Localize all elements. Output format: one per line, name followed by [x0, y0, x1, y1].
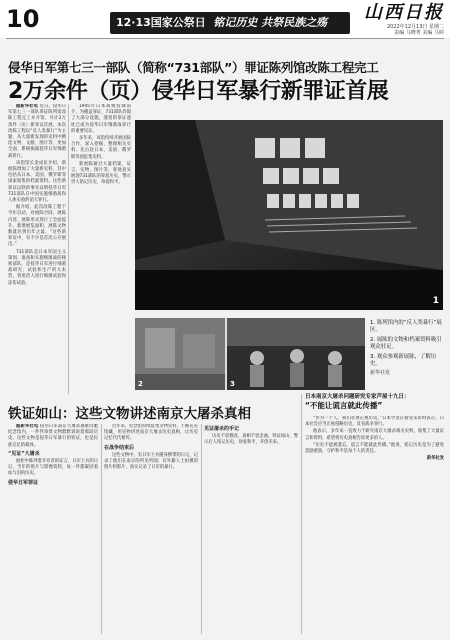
lead-paragraph: 该馆馆长金成民介绍，新展陈增加了大量新史料，其中包括从日本、美国、俄罗斯等国家收集的档案资料。这些新罪证以铁的事实证明侵华日军731部队在中国实施细菌战和人体实验的滔天罪行。 [8, 160, 66, 204]
story2-subhead: 见证屠杀的手记 [204, 426, 240, 432]
photo-strip-number: 3 [230, 380, 235, 388]
caption-item: 3. 观众参观新展陈，了解历史。 [370, 353, 437, 368]
lead-byline: 据新华社电 [16, 104, 39, 109]
lead-story-column-1 [8, 104, 66, 394]
story2-paragraph: 侵华日军南京大屠杀遇难同胞纪念馆内，一件件珍贵文物默默诉说着那段历史。这些文物是侵华日军暴行的铁证，也是民族记忆的载体。 [8, 424, 98, 448]
lead-paragraph: 多年来，该馆持续开展国际合作，深入挖掘、整理相关史料，先后赴日本、美国、俄罗斯等国征集史料。 [71, 136, 131, 160]
side-story-kicker: 日本南京大屠杀问题研究专家芦屋十九日： [305, 394, 410, 400]
page-number: 10 [6, 5, 40, 33]
photo-visitors [227, 318, 365, 390]
story2-byline: 据新华社电 [16, 424, 39, 429]
story2-headline: 铁证如山：这些文物讲述南京大屠杀真相 [8, 406, 251, 422]
story2-subhead: 在战争结束后 [104, 444, 135, 451]
column-divider [101, 424, 102, 634]
issue-date: 2022年12月13日 星期二 [386, 24, 444, 30]
story2-subhead: 侵华日军罪证 [8, 479, 39, 486]
story2-column-3 [204, 424, 298, 634]
side-story-credit: 新华社发 [426, 456, 444, 462]
story2-paragraph: 历史不容篡改，真相不容歪曲。铁证如山，警示后人铭记历史，珍爱和平，开创未来。 [204, 434, 298, 446]
banner-label: 12·13国家公祭日 [116, 16, 206, 29]
column-divider [201, 424, 202, 634]
story2-paragraph: 展柜中陈列着幸存者的证言、日军士兵的日记、当年的照片与影像资料，每一件都凝固着血与泪的历史。 [8, 459, 98, 477]
memorial-hall-photo [135, 120, 443, 310]
page-header [0, 0, 450, 38]
side-story-body [305, 416, 444, 634]
story2-column-2 [104, 424, 198, 634]
side-story-header [305, 394, 445, 411]
commemoration-banner [110, 12, 350, 34]
caption-item: 2. 展陈的文物和档案资料吸引观众驻足。 [370, 336, 442, 351]
photo-strip-number: 2 [138, 380, 143, 388]
side-story-paragraph: “历史不能被遗忘，谎言不能就此传播。”他说，铭记历史是为了避免悲剧重演，守护和平是每个人的责任。 [305, 442, 444, 455]
artifacts-image [135, 318, 225, 390]
lead-kicker: 侵华日军第七三一部队（简称“731部队”）罪证陈列馆改陈工程完工 [8, 60, 379, 75]
column-divider [68, 104, 69, 394]
photo-credit: 新华社发 [370, 370, 391, 377]
lead-paragraph: 731部队是日本军国主义策划、准备和实施细菌战的秘密部队，是侵华日军进行细菌战研究、试验和生产的大本营，曾用活人进行细菌试验和冻伤试验。 [8, 249, 66, 286]
side-story-paragraph: “作为一个人，我们必须正视历史。”日本学者在接受采访时表示，日本社会应当正视侵略历史，反省战争罪行。 [305, 416, 444, 428]
visitors-image [227, 318, 365, 390]
side-story-paragraph: 他表示，多年来一直致力于研究南京大屠杀相关史料，收集了大量证言和资料，希望将历史真相告诉更多的人。 [305, 429, 444, 441]
masthead-logo: 山西日报 [364, 2, 444, 23]
photo-artifacts [135, 318, 225, 390]
story2-paragraph: 这些文物中，有日军士兵随身携带的日记，记录了他们在南京的所见所闻；有外籍人士拍摄的照片和影片，真实记录了日军的暴行。 [104, 452, 198, 471]
lead-paragraph: 据介绍，此次改陈工程于今年启动，对展陈空间、展陈内容、展陈形式进行了全面提升，新增展览面积，展陈文物数量达到历年之最，“这些新罪证中，有不少是首次公开展出。” [8, 205, 66, 248]
side-story-title: “不能让谎言就此传播” [305, 401, 383, 410]
story2-subhead: “见证”大屠杀 [8, 450, 40, 457]
lead-headline: 2万余件（页）侵华日军暴行新罪证首展 [8, 79, 389, 104]
banner-motto: 铭记历史 共祭民族之殇 [213, 16, 328, 29]
header-divider [6, 38, 444, 39]
lead-story-column-2 [71, 104, 131, 394]
column-divider [301, 394, 302, 634]
caption-item: 1. 陈列馆内的“反人类暴行”展区。 [370, 320, 442, 334]
photo-number: 1 [432, 296, 439, 306]
edition-info: 责编 马晓菁 美编 马婷 [394, 30, 444, 36]
lead-paragraph: 1945年日本战败投降前夕，为掩盖罪证，731部队炸毁了大部分设施，遗留的罪证遗址已成为侵华日军细菌战罪行的重要见证。 [71, 104, 131, 134]
masthead [354, 2, 444, 36]
photo-captions [370, 320, 444, 380]
lead-paragraph: 新展陈通过大量档案、证言、实物、图片等，客观真实展现731部队的罪恶历史，警示世人铭记历史、珍爱和平。 [71, 161, 131, 186]
lead-paragraph: 近日，侵华日军第七三一部队罪证陈列馆改陈工程完工并开馆，共计2万余件（页）新罪证首展。本次改陈工程以“反人类暴行”为主题，从大量新发现的史料中精选文物、文献、图片等，更加全面、系统揭露侵华日军细菌战罪行。 [8, 104, 66, 159]
story2-paragraph: 近年来，纪念馆持续征集文物史料，不断充实馆藏，用实物讲述南京大屠杀历史真相，让历史记忆代代相传。 [104, 424, 198, 442]
memorial-wall-image [135, 120, 443, 310]
story2-column-1 [8, 424, 98, 634]
photo-strip [135, 318, 365, 390]
